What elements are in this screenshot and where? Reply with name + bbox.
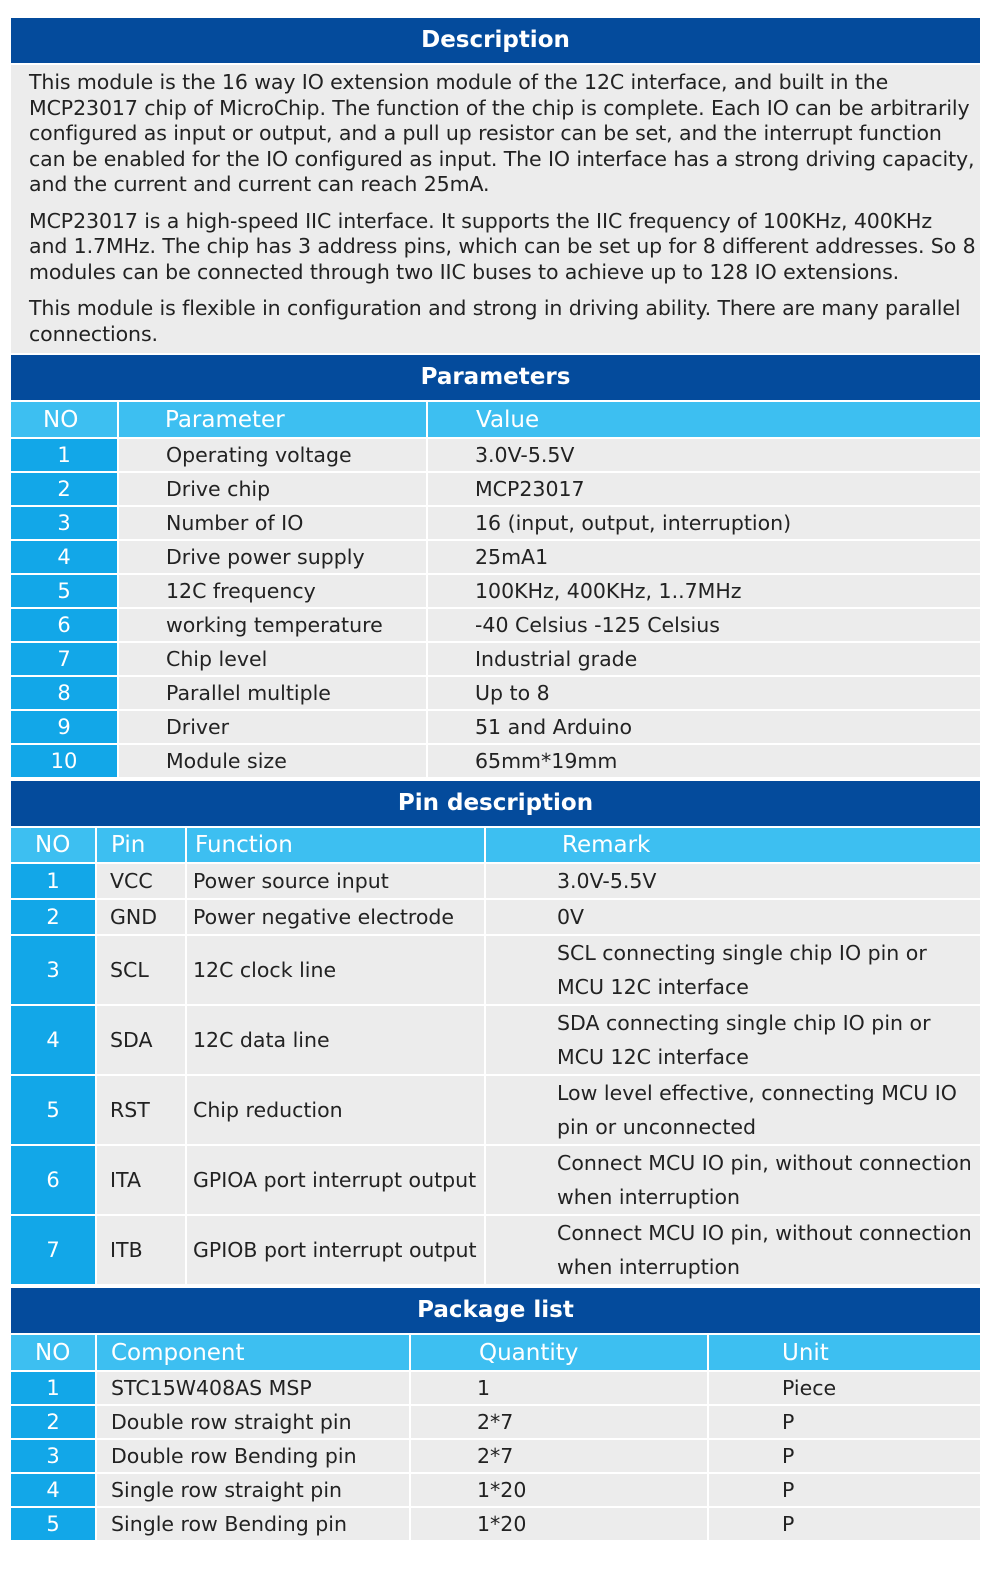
cell-remark: Low level effective, connecting MCU IO pin or unconnected (484, 1076, 980, 1146)
cell-parameter: Number of IO (117, 507, 426, 541)
cell-value: 3.0V-5.5V (426, 439, 980, 473)
cell-remark: SDA connecting single chip IO pin or MCU 12C interface (484, 1006, 980, 1076)
cell-unit: Piece (707, 1372, 980, 1406)
column-header-unit: Unit (707, 1335, 980, 1372)
table-row (11, 609, 980, 643)
cell-value: Industrial grade (426, 643, 980, 677)
cell-no: 7 (11, 643, 117, 677)
table-row (11, 864, 980, 900)
parameters-table (11, 402, 980, 779)
cell-value: 16 (input, output, interruption) (426, 507, 980, 541)
cell-no: 10 (11, 745, 117, 779)
cell-pin: ITB (95, 1216, 185, 1286)
column-header-no: NO (11, 402, 117, 439)
column-header-no: NO (11, 828, 95, 864)
table-row (11, 1474, 980, 1508)
package-rows (11, 1372, 980, 1542)
cell-value: 100KHz, 400KHz, 1..7MHz (426, 575, 980, 609)
table-row (11, 541, 980, 575)
table-row (11, 711, 980, 745)
cell-no: 1 (11, 864, 95, 900)
column-header-component: Component (95, 1335, 409, 1372)
cell-value: -40 Celsius -125 Celsius (426, 609, 980, 643)
cell-pin: VCC (95, 864, 185, 900)
cell-no: 6 (11, 609, 117, 643)
column-header-no: NO (11, 1335, 95, 1372)
cell-parameter: Parallel multiple (117, 677, 426, 711)
table-row (11, 473, 980, 507)
cell-no: 5 (11, 1508, 95, 1542)
pin-description-header: Pin description (11, 781, 980, 826)
parameters-rows (11, 439, 980, 779)
column-header-parameter: Parameter (117, 402, 426, 439)
cell-pin: SDA (95, 1006, 185, 1076)
column-header-pin: Pin (95, 828, 185, 864)
cell-pin: ITA (95, 1146, 185, 1216)
cell-function: Power negative electrode (185, 900, 484, 936)
cell-function: 12C clock line (185, 936, 484, 1006)
cell-remark: 0V (484, 900, 980, 936)
cell-remark: Connect MCU IO pin, without connection when interruption (484, 1216, 980, 1286)
column-header-value: Value (426, 402, 980, 439)
pin-header-row (11, 828, 980, 864)
cell-value: 65mm*19mm (426, 745, 980, 779)
cell-no: 1 (11, 439, 117, 473)
cell-no: 9 (11, 711, 117, 745)
cell-no: 4 (11, 541, 117, 575)
cell-no: 4 (11, 1006, 95, 1076)
cell-function: Chip reduction (185, 1076, 484, 1146)
cell-no: 2 (11, 1406, 95, 1440)
cell-unit: P (707, 1406, 980, 1440)
cell-function: 12C data line (185, 1006, 484, 1076)
cell-parameter: Driver (117, 711, 426, 745)
table-row (11, 643, 980, 677)
cell-function: GPIOA port interrupt output (185, 1146, 484, 1216)
cell-no: 5 (11, 575, 117, 609)
table-row (11, 677, 980, 711)
table-row (11, 575, 980, 609)
cell-parameter: Drive chip (117, 473, 426, 507)
cell-no: 3 (11, 507, 117, 541)
cell-function: GPIOB port interrupt output (185, 1216, 484, 1286)
cell-no: 3 (11, 936, 95, 1006)
cell-component: Single row straight pin (95, 1474, 409, 1508)
cell-remark: Connect MCU IO pin, without connection when interruption (484, 1146, 980, 1216)
cell-no: 4 (11, 1474, 95, 1508)
cell-remark: SCL connecting single chip IO pin or MCU 12C interface (484, 936, 980, 1006)
table-row (11, 745, 980, 779)
cell-value: 51 and Arduino (426, 711, 980, 745)
table-row (11, 1076, 980, 1146)
table-row (11, 1006, 980, 1076)
cell-parameter: Chip level (117, 643, 426, 677)
cell-no: 6 (11, 1146, 95, 1216)
package-list-header: Package list (11, 1288, 980, 1333)
cell-value: 25mA1 (426, 541, 980, 575)
cell-value: MCP23017 (426, 473, 980, 507)
cell-pin: SCL (95, 936, 185, 1006)
cell-unit: P (707, 1440, 980, 1474)
table-row (11, 439, 980, 473)
parameters-header: Parameters (11, 355, 980, 400)
cell-no: 7 (11, 1216, 95, 1286)
description-paragraph: This module is the 16 way IO extension module of the 12C interface, and built in the MCP23017 chip of MicroChip. The function of the chip is complete. Each IO can be arbitrarily configured as input or output, and a pull up resistor can be set, and the interrupt function can be enabled for the IO configured as input. The IO interface has a strong driving capacity, and the current and current can reach 25mA. (29, 70, 975, 196)
cell-quantity: 2*7 (409, 1406, 707, 1440)
cell-no: 2 (11, 473, 117, 507)
cell-component: Single row Bending pin (95, 1508, 409, 1542)
table-row (11, 1372, 980, 1406)
cell-unit: P (707, 1474, 980, 1508)
cell-component: STC15W408AS MSP (95, 1372, 409, 1406)
cell-quantity: 2*7 (409, 1440, 707, 1474)
table-row (11, 1406, 980, 1440)
table-row (11, 900, 980, 936)
cell-quantity: 1 (409, 1372, 707, 1406)
cell-parameter: Operating voltage (117, 439, 426, 473)
cell-component: Double row Bending pin (95, 1440, 409, 1474)
cell-function: Power source input (185, 864, 484, 900)
cell-pin: GND (95, 900, 185, 936)
cell-no: 5 (11, 1076, 95, 1146)
description-header: Description (11, 18, 980, 63)
table-row (11, 936, 980, 1006)
description-paragraph: MCP23017 is a high-speed IIC interface. It supports the IIC frequency of 100KHz, 400KHz and 1.7MHz. The chip has 3 address pins, which can be set up for 8 different addresses. So 8 modules can be connected through two IIC buses to achieve up to 128 IO extensions. (29, 208, 976, 284)
column-header-quantity: Quantity (409, 1335, 707, 1372)
table-row (11, 1146, 980, 1216)
pin-table (11, 828, 980, 1286)
cell-value: Up to 8 (426, 677, 980, 711)
cell-quantity: 1*20 (409, 1508, 707, 1542)
cell-pin: RST (95, 1076, 185, 1146)
cell-parameter: Drive power supply (117, 541, 426, 575)
cell-unit: P (707, 1508, 980, 1542)
cell-parameter: 12C frequency (117, 575, 426, 609)
cell-component: Double row straight pin (95, 1406, 409, 1440)
package-table (11, 1335, 980, 1542)
cell-no: 8 (11, 677, 117, 711)
table-row (11, 1216, 980, 1286)
table-row (11, 507, 980, 541)
cell-no: 3 (11, 1440, 95, 1474)
cell-quantity: 1*20 (409, 1474, 707, 1508)
description-body (11, 65, 980, 353)
cell-no: 2 (11, 900, 95, 936)
description-paragraph: This module is flexible in configuration and strong in driving ability. There are many parallel connections. (29, 296, 961, 346)
cell-remark: 3.0V-5.5V (484, 864, 980, 900)
table-row (11, 1508, 980, 1542)
package-header-row (11, 1335, 980, 1372)
pin-rows (11, 864, 980, 1286)
cell-parameter: working temperature (117, 609, 426, 643)
column-header-remark: Remark (484, 828, 980, 864)
cell-no: 1 (11, 1372, 95, 1406)
column-header-function: Function (185, 828, 484, 864)
table-row (11, 1440, 980, 1474)
parameters-header-row (11, 402, 980, 439)
cell-parameter: Module size (117, 745, 426, 779)
